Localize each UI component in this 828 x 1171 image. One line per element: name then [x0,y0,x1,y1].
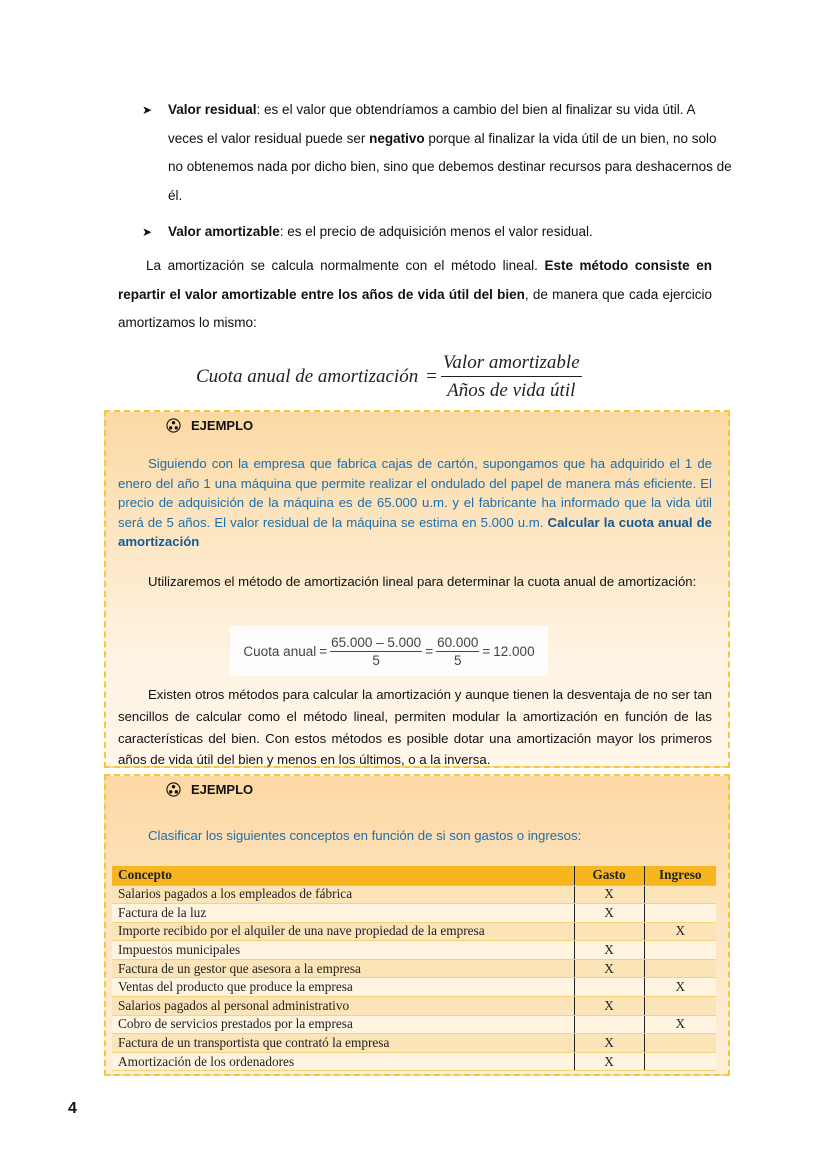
calc-num-2: 60.000 [437,634,479,650]
formula-equals: = [426,366,437,387]
formula-fraction [441,352,582,402]
intro-text-after: , de manera que cada ejercicio amortizamos lo mismo: [118,286,712,330]
table-row [112,885,716,904]
cell-concepto: Factura de un gestor que asesora a la empresa [112,959,574,978]
cell-ingreso: X [644,978,716,997]
statement-text: Clasificar los siguientes conceptos en función de si son gastos o ingresos: [148,828,582,843]
example-closing [118,684,712,771]
example-box-1 [104,410,730,768]
intro-paragraph [118,252,712,338]
col-gasto: Gasto [574,866,644,885]
tri-circle-icon [166,418,181,433]
definition-text: : es el valor que obtendríamos a cambio del bien al finalizar su vida útil. A veces el valor residual puede ser [168,102,695,146]
cell-concepto: Importe recibido por el alquiler de una nave propiedad de la empresa [112,922,574,941]
cell-concepto: Salarios pagados al personal administrativo [112,997,574,1016]
table-header-row [112,866,716,885]
formula-numerator: Valor amortizable [441,352,582,377]
example-heading [166,782,253,797]
example-task: Calcular la cuota anual de amortización [118,514,712,549]
cell-concepto: Cobro de servicios prestados por la empresa [112,1015,574,1034]
calc-fraction-1 [330,635,422,668]
cell-ingreso [644,904,716,923]
cell-ingreso [644,959,716,978]
formula-denominator: Años de vida útil [447,380,576,401]
page-number: 4 [68,1100,77,1117]
intro-text: La amortización se calcula normalmente con el método lineal. [146,258,545,273]
table-row [112,922,716,941]
arrow-bullet-icon: ➤ [142,103,153,117]
cell-ingreso [644,941,716,960]
table-row [112,1034,716,1053]
calc-label: Cuota anual [243,643,317,659]
cell-concepto: Impuestos municipales [112,941,574,960]
emphasis: negativo [369,130,425,146]
calc-den-1: 5 [372,652,380,668]
cell-gasto: X [574,959,644,978]
formula-lhs: Cuota anual de amortización [196,366,419,387]
example-box-2 [104,774,730,1076]
table-row [112,941,716,960]
cell-gasto: X [574,1034,644,1053]
bullet-valor-amortizable [142,218,732,247]
example-title: EJEMPLO [191,418,254,433]
calc-den-2: 5 [453,652,462,668]
table-row [112,978,716,997]
table-row [112,1052,716,1071]
arrow-bullet-icon: ➤ [142,225,153,239]
classification-table [112,866,716,1071]
intro-bold: Este método consiste en repartir el valor amortizable entre los años de vida útil del bien [118,258,712,302]
tri-circle-icon [166,782,181,797]
cell-gasto: X [574,941,644,960]
cell-gasto [574,978,644,997]
calc-result: 12.000 [493,643,535,659]
table-row [112,997,716,1016]
calc-equals: = [319,643,328,659]
calc-equals: = [425,643,434,659]
table-row [112,904,716,923]
col-concepto: Concepto [112,866,574,885]
amortization-formula [196,352,582,402]
cell-ingreso [644,1052,716,1071]
explanation-text: Utilizaremos el método de amortización lineal para determinar la cuota anual de amortización: [148,574,697,589]
term: Valor amortizable [168,224,280,239]
col-ingreso: Ingreso [644,866,716,885]
cell-concepto: Factura de la luz [112,904,574,923]
example-title: EJEMPLO [191,782,254,797]
example-heading [166,418,253,433]
example-explanation [118,568,712,597]
cell-ingreso: X [644,922,716,941]
bullet-valor-residual [142,96,732,210]
term: Valor residual [168,102,257,117]
cell-concepto: Factura de un transportista que contrató la empresa [112,1034,574,1053]
cell-ingreso [644,997,716,1016]
calc-equals: = [482,643,491,659]
cell-gasto [574,1015,644,1034]
example-statement [118,454,712,552]
cell-gasto: X [574,885,644,904]
calc-fraction-2 [436,635,479,668]
calc-num-1: 65.000 – 5.000 [331,634,422,650]
cell-gasto [574,922,644,941]
table-row [112,1015,716,1034]
closing-text: Existen otros métodos para calcular la amortización y aunque tienen la desventaja de no ser tan sencillos de calcular como el método lineal, permiten modular la amortización en función de las características del bien. Con estos métodos es posible dotar una amortización mayor los primeros años de vida útil del bien y menos en los últimos, o a la inversa. [118,687,712,768]
example-statement [118,826,712,846]
cell-ingreso: X [644,1015,716,1034]
table-row [112,959,716,978]
cell-gasto: X [574,997,644,1016]
definition-list [142,96,732,247]
cell-concepto: Salarios pagados a los empleados de fábrica [112,885,574,904]
cell-gasto: X [574,904,644,923]
cell-ingreso [644,885,716,904]
definition-text: : es el precio de adquisición menos el valor residual. [279,224,593,239]
calculation-formula [230,626,548,676]
statement-text: Siguiendo con la empresa que fabrica cajas de cartón, supongamos que ha adquirido el 1 de enero del año 1 una máquina que permite realizar el ondulado del papel de manera más eficiente. El precio de adquisición de la máquina es de 65.000 u.m. y el fabricante ha informado que la vida útil será de 5 años. El valor residual de la máquina se estima en 5.000 u.m. [118,456,712,530]
cell-concepto: Amortización de los ordenadores [112,1052,574,1071]
cell-concepto: Ventas del producto que produce la empresa [112,978,574,997]
cell-gasto: X [574,1052,644,1071]
definition-text-cont: porque al finalizar la vida útil de un bien, no solo no obtenemos nada por dicho bien, sino que debemos destinar recursos para deshacernos de él. [168,130,732,203]
cell-ingreso [644,1034,716,1053]
